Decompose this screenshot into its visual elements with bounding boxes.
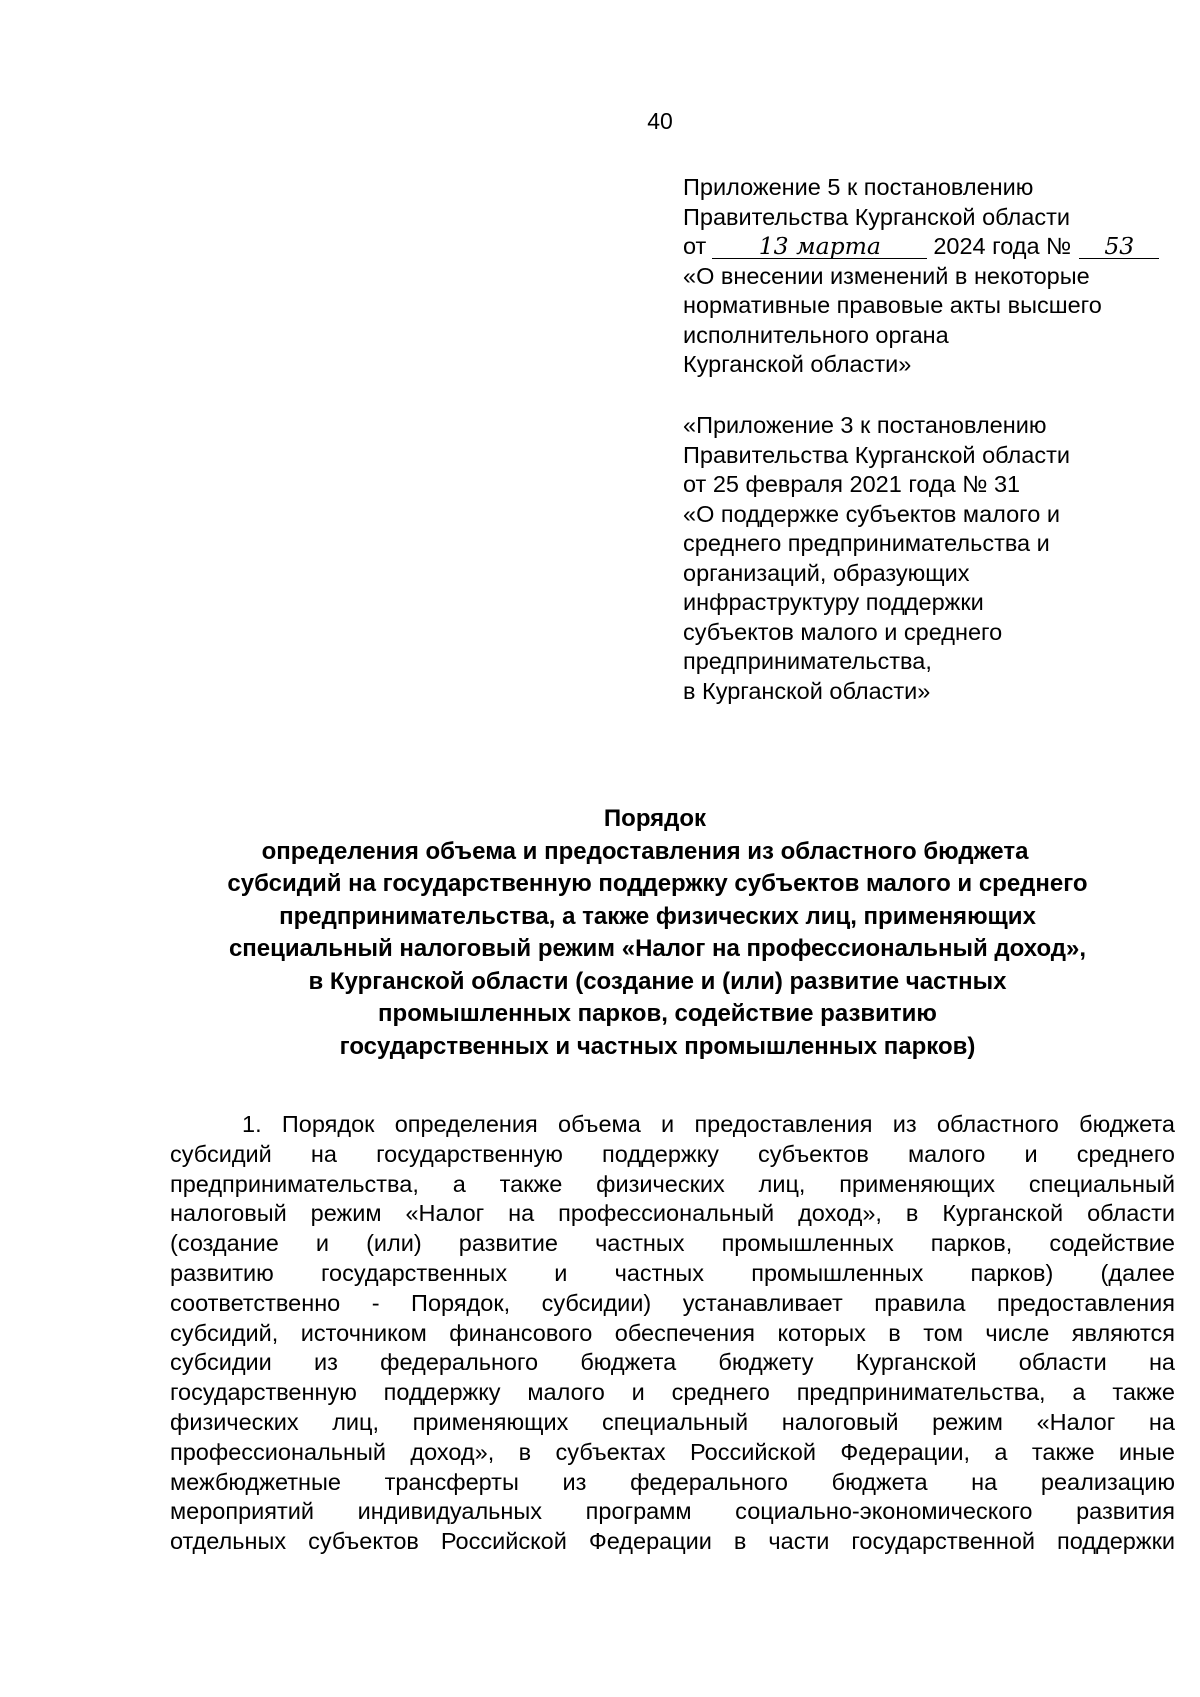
handwritten-number: 53 bbox=[1079, 234, 1159, 259]
title-line: субсидий на государственную поддержку субъектов малого и среднего bbox=[227, 870, 1088, 897]
original-appendix-line: среднего предпринимательства и bbox=[683, 530, 1050, 556]
original-appendix-line: в Курганской области» bbox=[683, 677, 931, 704]
title-line: в Курганской области (создание и (или) развитие частных bbox=[308, 967, 1007, 995]
date-prefix: от bbox=[683, 233, 707, 259]
appendix-date-line bbox=[683, 232, 1183, 262]
appendix-line: «О внесении изменений в некоторые bbox=[683, 262, 1090, 289]
appendix-line: нормативные правовые акты высшего bbox=[683, 292, 1102, 318]
body-line: 1. Порядок определения объема и предоставления из областного бюджета bbox=[242, 1111, 1175, 1137]
original-appendix-line: организаций, образующих bbox=[683, 559, 970, 586]
original-appendix-line: Правительства Курганской области bbox=[683, 441, 1070, 468]
original-appendix-line: инфраструктуру поддержки bbox=[683, 589, 984, 615]
body-paragraph bbox=[170, 1110, 1175, 1557]
original-appendix-line: субъектов малого и среднего bbox=[683, 618, 1003, 645]
original-appendix-line: от 25 февраля 2021 года № 31 bbox=[683, 471, 1021, 497]
title-line: определения объема и предоставления из областного бюджета bbox=[261, 837, 1029, 865]
body-line: профессиональный доход», в субъектах Российской Федерации, а также иные bbox=[170, 1438, 1175, 1465]
page-number: 40 bbox=[647, 108, 673, 134]
date-year: 2024 года № bbox=[933, 233, 1072, 259]
title-line: специальный налоговый режим «Налог на профессиональный доход», bbox=[228, 935, 1087, 962]
body-line: развитию государственных и частных промышленных парков) (далее bbox=[170, 1259, 1175, 1286]
body-line: предпринимательства, а также физических лиц, применяющих специальный bbox=[170, 1170, 1175, 1197]
appendix-line: исполнительного органа bbox=[683, 321, 949, 348]
appendix-line: Правительства Курганской области bbox=[683, 203, 1070, 230]
original-appendix-line: предпринимательства, bbox=[683, 648, 932, 674]
document-title bbox=[0, 803, 1200, 1063]
appendix-line: Приложение 5 к постановлению bbox=[683, 174, 1034, 200]
title-line: государственных и частных промышленных парков) bbox=[339, 1032, 976, 1060]
body-line: субсидий на государственную поддержку субъектов малого и среднего bbox=[170, 1140, 1175, 1167]
body-line: физических лиц, применяющих специальный налоговый режим «Налог на bbox=[170, 1408, 1175, 1435]
handwritten-date: 13 марта bbox=[712, 234, 927, 259]
title-line: Порядок bbox=[603, 805, 707, 832]
body-line: межбюджетные трансферты из федерального бюджета на реализацию bbox=[170, 1468, 1175, 1495]
body-line: налоговый режим «Налог на профессиональный доход», в Курганской области bbox=[170, 1200, 1175, 1227]
original-appendix-line: «Приложение 3 к постановлению bbox=[683, 412, 1047, 438]
body-line: государственную поддержку малого и среднего предпринимательства, а также bbox=[170, 1379, 1175, 1406]
body-line: соответственно - Порядок, субсидии) устанавливает правила предоставления bbox=[170, 1289, 1175, 1316]
body-line: отдельных субъектов Российской Федерации в части государственной поддержки bbox=[170, 1528, 1175, 1555]
appendix-header bbox=[683, 173, 1183, 380]
original-appendix bbox=[683, 411, 1183, 706]
title-line: предпринимательства, а также физических лиц, применяющих bbox=[279, 902, 1036, 930]
body-line: субсидий, источником финансового обеспечения которых в том числе являются bbox=[170, 1319, 1175, 1346]
title-line: промышленных парков, содействие развитию bbox=[378, 1000, 937, 1027]
body-line: мероприятий индивидуальных программ социально-экономического развития bbox=[170, 1498, 1175, 1525]
body-line: субсидии из федерального бюджета бюджету Курганской области на bbox=[170, 1349, 1175, 1376]
original-appendix-line: «О поддержке субъектов малого и bbox=[683, 500, 1060, 527]
appendix-line: Курганской области» bbox=[683, 351, 912, 377]
body-line: (создание и (или) развитие частных промышленных парков, содействие bbox=[170, 1230, 1175, 1257]
